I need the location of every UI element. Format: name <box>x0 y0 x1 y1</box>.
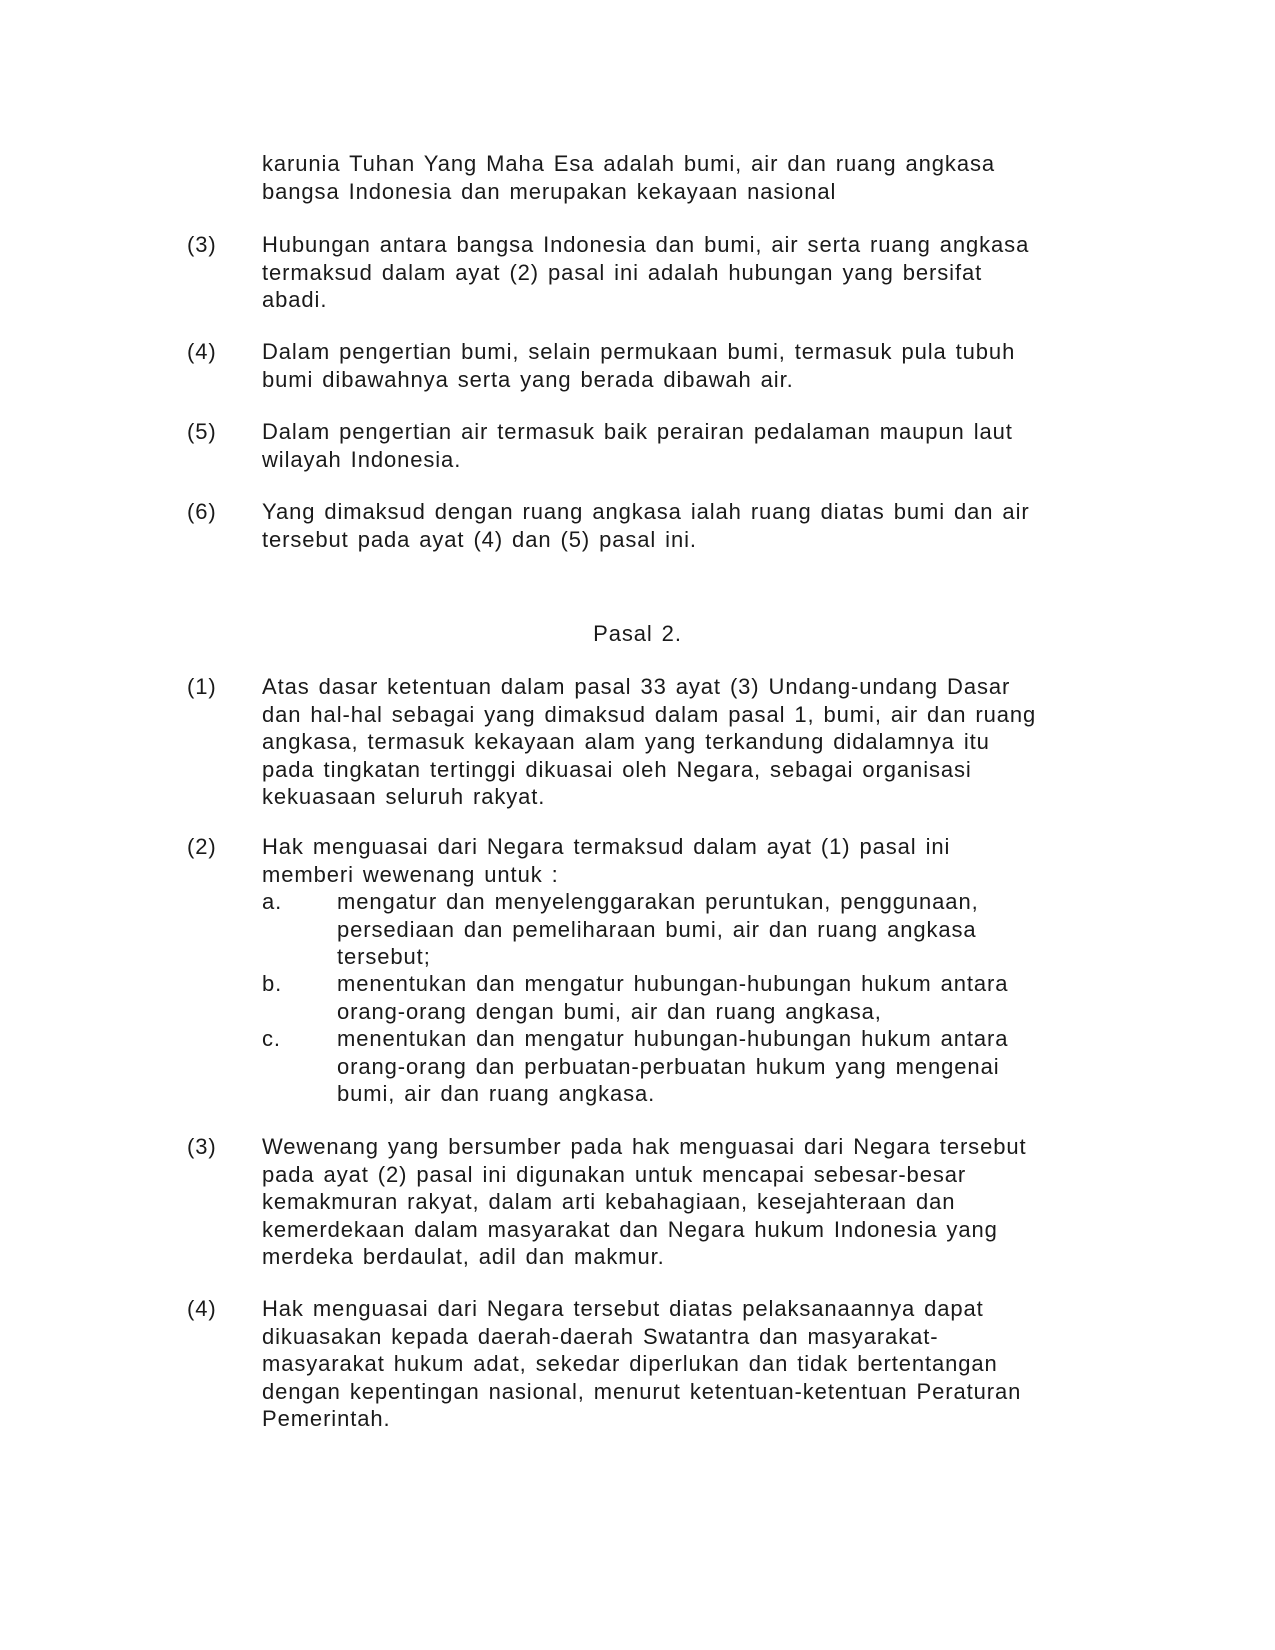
pasal2-item-3 <box>262 1133 1202 1271</box>
item-line: tersebut pada ayat (4) dan (5) pasal ini. <box>262 526 697 552</box>
subitem-letter: a. <box>262 889 283 914</box>
subitem-line: menentukan dan mengatur hubungan-hubungan hukum antara <box>337 1026 1009 1051</box>
item-number: (4) <box>187 339 217 364</box>
item-line: memberi wewenang untuk : <box>262 861 559 887</box>
pasal2-item-2 <box>262 833 1202 888</box>
item-number: (6) <box>187 499 217 524</box>
subitem-line: orang-orang dan perbuatan-perbuatan hukum yang mengenai <box>337 1053 1000 1079</box>
subitem-line: orang-orang dengan bumi, air dan ruang angkasa, <box>337 998 882 1024</box>
subitem-letter: b. <box>262 971 283 996</box>
item-line: dengan kepentingan nasional, menurut ketentuan-ketentuan Peraturan <box>262 1378 1022 1404</box>
item-line: Pemerintah. <box>262 1406 391 1431</box>
pasal1-item-6 <box>262 498 1202 553</box>
subitem-line: mengatur dan menyelenggarakan peruntukan, penggunaan, <box>337 889 979 914</box>
pasal1-item-5 <box>262 418 1202 473</box>
item-line: masyarakat hukum adat, sekedar diperlukan dan tidak bertentangan <box>262 1351 998 1376</box>
item-number: (4) <box>187 1296 217 1321</box>
subitem-line: menentukan dan mengatur hubungan-hubungan hukum antara <box>337 971 1009 996</box>
item-line: kemakmuran rakyat, dalam arti kebahagiaan, kesejahteraan dan <box>262 1189 956 1214</box>
item-line: Yang dimaksud dengan ruang angkasa ialah ruang diatas bumi dan air <box>262 499 1030 524</box>
item-number: (2) <box>187 834 217 859</box>
subitem-line: tersebut; <box>337 944 431 969</box>
intro-paragraph <box>262 150 1202 205</box>
item-line: Dalam pengertian air termasuk baik perairan pedalaman maupun laut <box>262 419 1013 444</box>
item-line: bumi dibawahnya serta yang berada dibawah air. <box>262 366 794 392</box>
item-line: termaksud dalam ayat (2) pasal ini adalah hubungan yang bersifat <box>262 259 983 285</box>
item-line: Atas dasar ketentuan dalam pasal 33 ayat (3) Undang-undang Dasar <box>262 674 1011 699</box>
item-number: (5) <box>187 419 217 444</box>
pasal1-item-4 <box>262 338 1202 393</box>
item-line: pada ayat (2) pasal ini digunakan untuk mencapai sebesar-besar <box>262 1161 967 1187</box>
item-line: dan hal-hal sebagai yang dimaksud dalam pasal 1, bumi, air dan ruang <box>262 701 1037 727</box>
subitem-line: bumi, air dan ruang angkasa. <box>337 1081 656 1106</box>
pasal1-item-3 <box>262 231 1202 314</box>
subitem-a <box>337 888 1217 971</box>
intro-line: karunia Tuhan Yang Maha Esa adalah bumi, air dan ruang angkasa <box>262 151 995 176</box>
subitem-line: persediaan dan pemeliharaan bumi, air dan ruang angkasa <box>337 916 977 942</box>
item-number: (1) <box>187 674 217 699</box>
item-line: pada tingkatan tertinggi dikuasai oleh Negara, sebagai organisasi <box>262 756 972 782</box>
subitem-letter: c. <box>262 1026 281 1051</box>
item-line: Hubungan antara bangsa Indonesia dan bumi, air serta ruang angkasa <box>262 232 1030 257</box>
item-line: wilayah Indonesia. <box>262 446 462 472</box>
subitem-c <box>337 1025 1217 1108</box>
item-line: Hak menguasai dari Negara termaksud dalam ayat (1) pasal ini <box>262 834 951 859</box>
item-line: abadi. <box>262 287 328 312</box>
item-number: (3) <box>187 1134 217 1159</box>
item-line: Wewenang yang bersumber pada hak menguasai dari Negara tersebut <box>262 1134 1027 1159</box>
item-number: (3) <box>187 232 217 257</box>
item-line: Dalam pengertian bumi, selain permukaan bumi, termasuk pula tubuh <box>262 339 1016 364</box>
item-line: kekuasaan seluruh rakyat. <box>262 784 546 809</box>
pasal2-item-4 <box>262 1295 1202 1433</box>
section-heading: Pasal 2. <box>593 621 682 646</box>
item-line: angkasa, termasuk kekayaan alam yang terkandung didalamnya itu <box>262 729 990 754</box>
pasal2-item-1 <box>262 673 1202 811</box>
item-line: merdeka berdaulat, adil dan makmur. <box>262 1244 665 1269</box>
subitem-b <box>337 970 1217 1025</box>
item-line: kemerdekaan dalam masyarakat dan Negara hukum Indonesia yang <box>262 1216 998 1242</box>
item-line: dikuasakan kepada daerah-daerah Swatantra dan masyarakat- <box>262 1323 939 1349</box>
intro-line: bangsa Indonesia dan merupakan kekayaan nasional <box>262 178 837 204</box>
item-line: Hak menguasai dari Negara tersebut diatas pelaksanaannya dapat <box>262 1296 984 1321</box>
